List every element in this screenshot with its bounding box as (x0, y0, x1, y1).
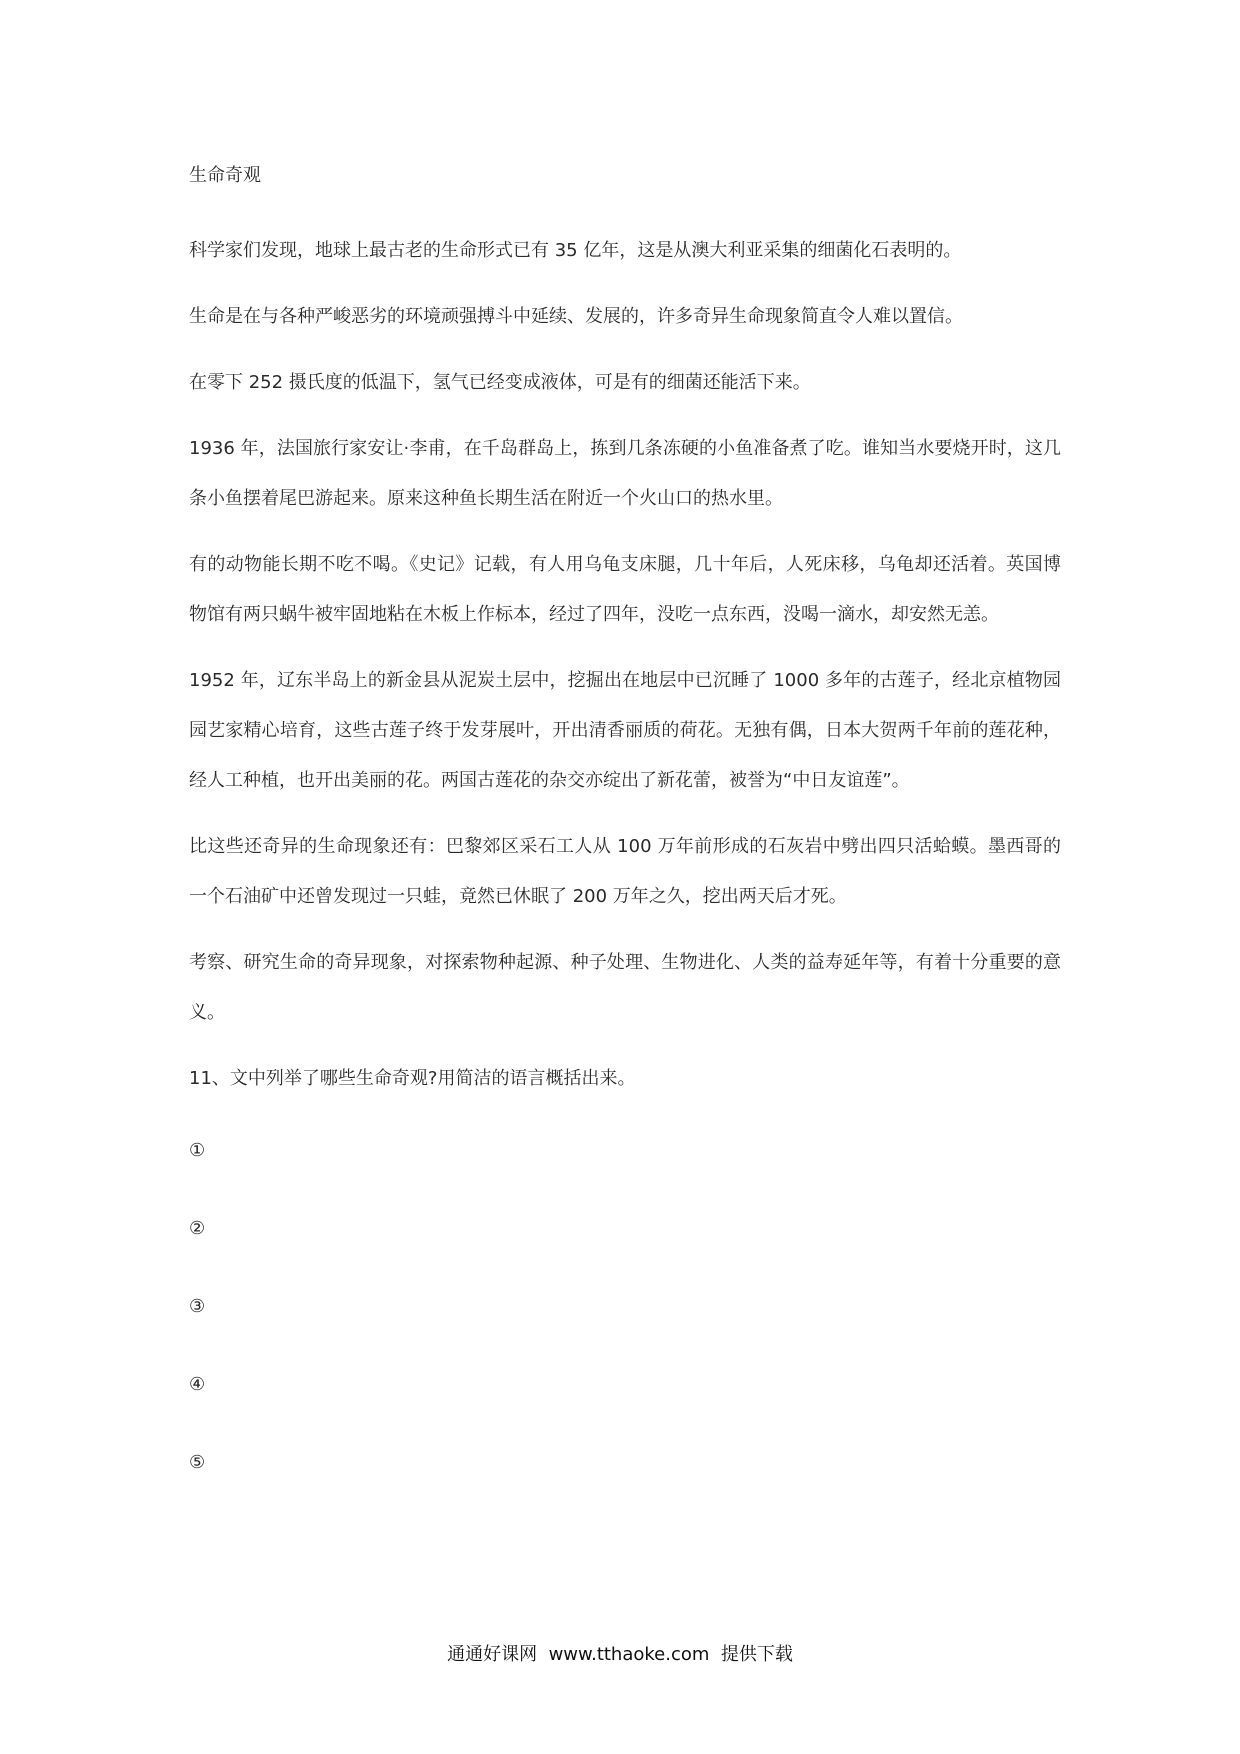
answer-marker-2: ② (189, 1218, 206, 1239)
article-body (189, 160, 1061, 1526)
answer-marker-5: ⑤ (189, 1452, 206, 1473)
paragraph-2: 生命是在与各种严峻恶劣的环境顽强搏斗中延续、发展的，许多奇异生命现象简直令人难以置信。 (189, 306, 963, 327)
paragraph-8: 考察、研究生命的奇异现象，对探索物种起源、种子处理、生物进化、人类的益寿延年等，有着十分重要的意义。 (189, 952, 1061, 1023)
answer-marker-4: ④ (189, 1374, 206, 1395)
answer-marker-1: ① (189, 1140, 206, 1161)
paragraph-1: 科学家们发现，地球上最古老的生命形式已有 35 亿年，这是从澳大利亚采集的细菌化石表明的。 (189, 240, 962, 261)
article-title: 生命奇观 (189, 165, 261, 186)
answer-marker-3: ③ (189, 1296, 206, 1317)
paragraph-6: 1952 年，辽东半岛上的新金县从泥炭土层中，挖掘出在地层中已沉睡了 1000 多年的古莲子，经北京植物园园艺家精心培育，这些古莲子终于发芽展叶，开出清香丽质的荷花。无独有偶，日本大贺两千年前的莲花种，经人工种植，也开出美丽的花。两国古莲花的杂交亦绽出了新花蕾，被誉为“中日友谊莲”。 (189, 670, 1061, 791)
paragraph-4: 1936 年，法国旅行家安让·李甫，在千岛群岛上，拣到几条冻硬的小鱼准备煮了吃。谁知当水要烧开时，这几条小鱼摆着尾巴游起来。原来这种鱼长期生活在附近一个火山口的热水里。 (189, 438, 1061, 509)
page-footer: 通通好课网 www.tthaoke.com 提供下载 (447, 1644, 793, 1665)
paragraph-7: 比这些还奇异的生命现象还有：巴黎郊区采石工人从 100 万年前形成的石灰岩中劈出四只活蛤蟆。墨西哥的一个石油矿中还曾发现过一只蛙，竟然已休眠了 200 万年之久，挖出两天后才死。 (189, 836, 1061, 907)
paragraph-5: 有的动物能长期不吃不喝。《史记》记载，有人用乌龟支床腿，几十年后，人死床移，乌龟却还活着。英国博物馆有两只蜗牛被牢固地粘在木板上作标本，经过了四年，没吃一点东西，没喝一滴水，却安然无恙。 (189, 554, 1061, 625)
question-11: 11、文中列举了哪些生命奇观?用简洁的语言概括出来。 (189, 1068, 636, 1089)
paragraph-3: 在零下 252 摄氏度的低温下，氢气已经变成液体，可是有的细菌还能活下来。 (189, 372, 811, 393)
